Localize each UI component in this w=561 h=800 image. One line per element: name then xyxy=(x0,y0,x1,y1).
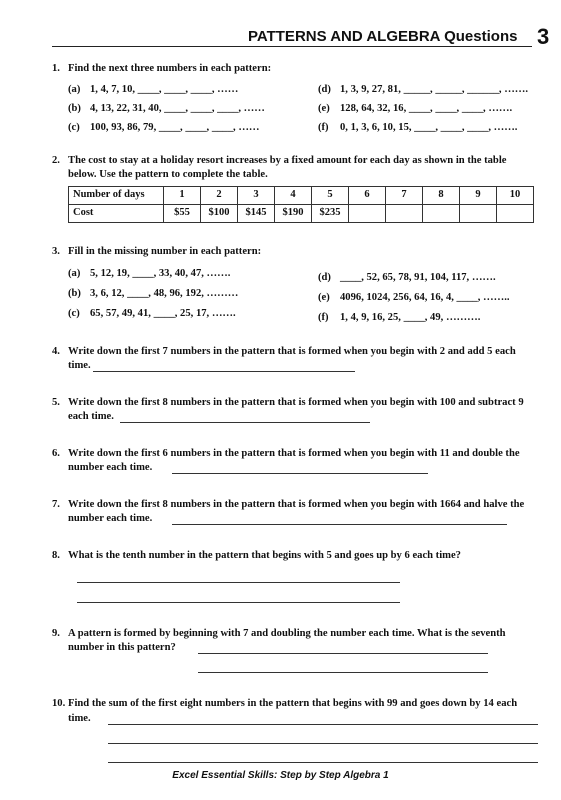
answer-line[interactable] xyxy=(120,422,370,423)
question-6-number: 6. xyxy=(52,448,60,459)
table-cell: $145 xyxy=(238,205,275,223)
table-cell: 3 xyxy=(238,187,275,205)
answer-line[interactable] xyxy=(108,724,538,725)
q3-item-e: 4096, 1024, 256, 64, 16, 4, ____, …….. xyxy=(340,292,510,303)
q1-item-f-label: (f) xyxy=(318,122,329,133)
table-row-days xyxy=(69,187,534,205)
table-cell: 1 xyxy=(164,187,201,205)
answer-line[interactable] xyxy=(77,582,400,583)
question-5-line1: Write down the first 8 numbers in the pattern that is formed when you begin with 100 and subtract 9 xyxy=(68,397,524,408)
table-cell: 5 xyxy=(312,187,349,205)
table-row-cost xyxy=(69,205,534,223)
q3-item-c-label: (c) xyxy=(68,308,80,319)
question-3-number: 3. xyxy=(52,246,60,257)
q3-item-b: 3, 6, 12, ____, 48, 96, 192, ……… xyxy=(90,288,239,299)
q1-item-f: 0, 1, 3, 6, 10, 15, ____, ____, ____, ……. xyxy=(340,122,518,133)
q3-item-e-label: (e) xyxy=(318,292,330,303)
table-cell: 6 xyxy=(349,187,386,205)
answer-line[interactable] xyxy=(77,602,400,603)
q3-item-f: 1, 4, 9, 16, 25, ____, 49, ………. xyxy=(340,312,481,323)
question-3-text: Fill in the missing number in each pattern: xyxy=(68,246,262,257)
page-title: PATTERNS AND ALGEBRA Questions xyxy=(248,28,518,45)
table-cell: 4 xyxy=(275,187,312,205)
q3-item-a-label: (a) xyxy=(68,268,81,279)
question-10-line2: time. xyxy=(68,713,91,724)
q3-item-c: 65, 57, 49, 41, ____, 25, 17, ……. xyxy=(90,308,236,319)
header-rule xyxy=(52,46,532,47)
question-2-number: 2. xyxy=(52,155,60,166)
question-7-line1: Write down the first 8 numbers in the pattern that is formed when you begin with 1664 and halve the xyxy=(68,499,525,510)
table-cell: 2 xyxy=(201,187,238,205)
answer-line[interactable] xyxy=(93,371,355,372)
answer-line[interactable] xyxy=(172,524,507,525)
q1-item-a: 1, 4, 7, 10, ____, ____, ____, …… xyxy=(90,84,239,95)
q3-item-a: 5, 12, 19, ____, 33, 40, 47, ……. xyxy=(90,268,231,279)
table-cell: $55 xyxy=(164,205,201,223)
page-number: 3 xyxy=(537,24,550,49)
answer-line[interactable] xyxy=(172,473,428,474)
question-10-number: 10. xyxy=(52,698,66,709)
question-1-number: 1. xyxy=(52,63,60,74)
q3-item-f-label: (f) xyxy=(318,312,329,323)
question-2-text-line2: below. Use the pattern to complete the table. xyxy=(68,169,268,180)
question-4-number: 4. xyxy=(52,346,60,357)
answer-line[interactable] xyxy=(108,743,538,744)
q1-item-b: 4, 13, 22, 31, 40, ____, ____, ____, …… xyxy=(90,103,265,114)
table-cell-blank[interactable] xyxy=(423,205,460,223)
table-cell: $190 xyxy=(275,205,312,223)
question-6-line1: Write down the first 6 numbers in the pattern that is formed when you begin with 11 and double the xyxy=(68,448,520,459)
question-6-line2: number each time. xyxy=(68,462,153,473)
table-cell-blank[interactable] xyxy=(497,205,534,223)
question-8-line1: What is the tenth number in the pattern that begins with 5 and goes up by 6 each time? xyxy=(68,550,461,561)
question-2-text-line1: The cost to stay at a holiday resort increases by a fixed amount for each day as shown in the table xyxy=(68,155,507,166)
q3-item-d: ____, 52, 65, 78, 91, 104, 117, ……. xyxy=(340,272,496,283)
q1-item-e: 128, 64, 32, 16, ____, ____, ____, ……. xyxy=(340,103,513,114)
question-8-number: 8. xyxy=(52,550,60,561)
answer-line[interactable] xyxy=(198,672,488,673)
q3-item-b-label: (b) xyxy=(68,288,81,299)
question-1-text: Find the next three numbers in each pattern: xyxy=(68,63,272,74)
question-7-number: 7. xyxy=(52,499,60,510)
question-9-number: 9. xyxy=(52,628,60,639)
question-10-line1: Find the sum of the first eight numbers in the pattern that begins with 99 and goes down by 14 each xyxy=(68,698,518,709)
table-cell: 9 xyxy=(460,187,497,205)
table-cell-blank[interactable] xyxy=(349,205,386,223)
q1-item-a-label: (a) xyxy=(68,84,81,95)
table-cell-blank[interactable] xyxy=(460,205,497,223)
answer-line[interactable] xyxy=(198,653,488,654)
q3-item-d-label: (d) xyxy=(318,272,331,283)
q1-item-c-label: (c) xyxy=(68,122,80,133)
question-4-line1: Write down the first 7 numbers in the pattern that is formed when you begin with 2 and add 5 each xyxy=(68,346,516,357)
answer-line[interactable] xyxy=(108,762,538,763)
table-cell: 8 xyxy=(423,187,460,205)
question-9-line1: A pattern is formed by beginning with 7 and doubling the number each time. What is the seventh xyxy=(68,628,506,639)
question-7-line2: number each time. xyxy=(68,513,153,524)
q1-item-c: 100, 93, 86, 79, ____, ____, ____, …… xyxy=(90,122,260,133)
footer-text: Excel Essential Skills: Step by Step Algebra 1 xyxy=(172,770,389,781)
q1-item-b-label: (b) xyxy=(68,103,81,114)
table-header-days: Number of days xyxy=(69,187,164,205)
q1-item-e-label: (e) xyxy=(318,103,330,114)
question-5-line2: each time. xyxy=(68,411,114,422)
table-cell: 10 xyxy=(497,187,534,205)
q1-item-d-label: (d) xyxy=(318,84,331,95)
question-4-line2: time. xyxy=(68,360,91,371)
table-cell-blank[interactable] xyxy=(386,205,423,223)
table-cell: 7 xyxy=(386,187,423,205)
question-9-line2: number in this pattern? xyxy=(68,642,176,653)
q1-item-d: 1, 3, 9, 27, 81, _____, _____, ______, ……. xyxy=(340,84,529,95)
table-cell: $100 xyxy=(201,205,238,223)
cost-table xyxy=(68,186,534,223)
table-header-cost: Cost xyxy=(69,205,164,223)
table-cell: $235 xyxy=(312,205,349,223)
question-5-number: 5. xyxy=(52,397,60,408)
